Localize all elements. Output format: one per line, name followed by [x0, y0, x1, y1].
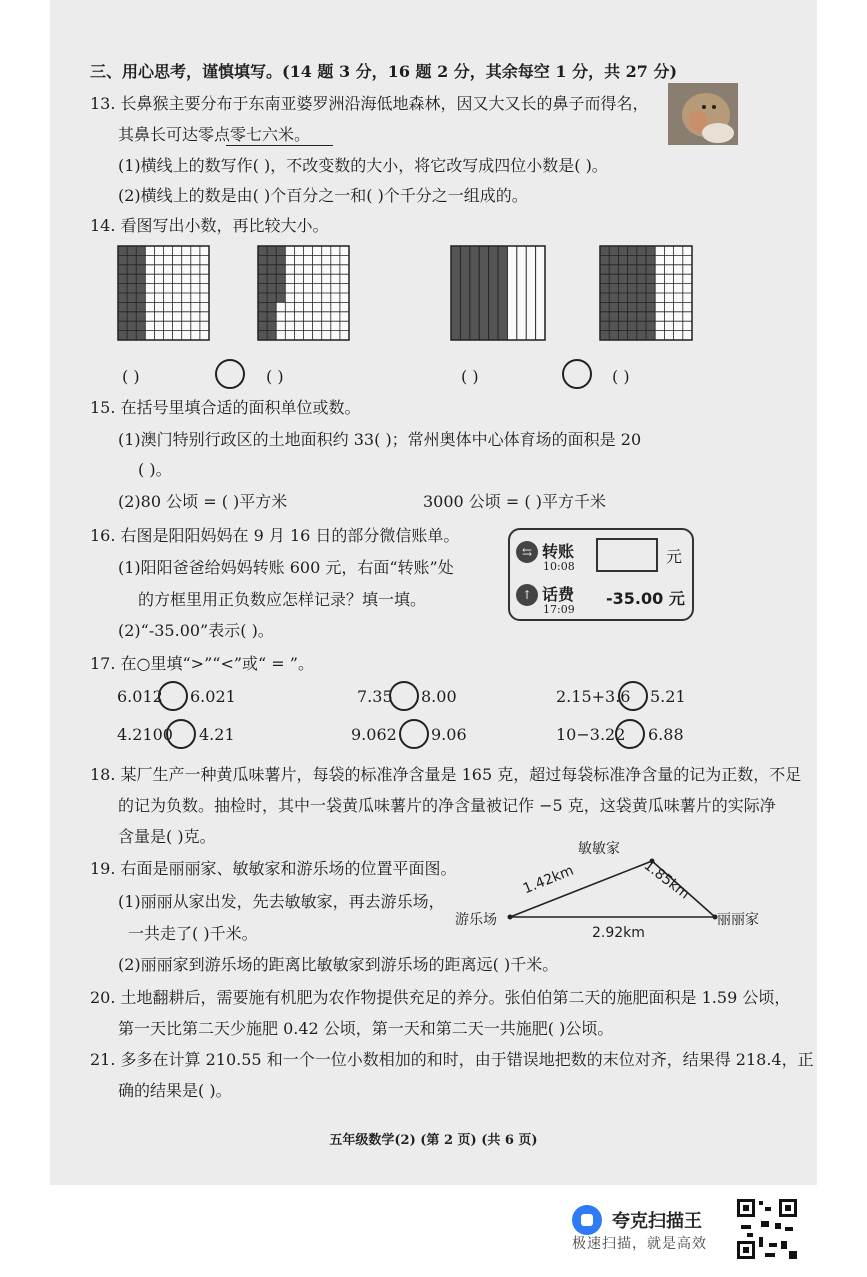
- hundred-grid-1: [117, 245, 210, 341]
- q15-part2a: (2)80 公顷 = ( )平方米: [118, 492, 288, 511]
- q16-stem: 16. 右图是阳阳妈妈在 9 月 16 日的部分微信账单。: [90, 526, 460, 545]
- map-label-lili-home: 丽丽家: [717, 912, 759, 928]
- section-title: 三、用心思考，谨慎填写。(14 题 3 分，16 题 2 分，其余每空 1 分，共 27 分): [90, 62, 678, 81]
- q15-stem: 15. 在括号里填合适的面积单位或数。: [90, 398, 361, 417]
- q14-stem: 14. 看图写出小数，再比较大小。: [90, 216, 329, 235]
- q21-line2: 确的结果是( )。: [118, 1081, 232, 1100]
- phone-bill-amount: -35.00 元: [606, 589, 685, 608]
- q15-part1: (1)澳门特别行政区的土地面积约 33( )；常州奥体中心体育场的面积是 20: [118, 430, 642, 449]
- map-label-playground: 游乐场: [455, 912, 497, 928]
- shaded-strip: [460, 246, 469, 340]
- q16-part1: (1)阳阳爸爸给妈妈转账 600 元，右面“转账”处: [118, 558, 454, 577]
- q19-stem: 19. 右面是丽丽家、敏敏家和游乐场的位置平面图。: [90, 859, 457, 878]
- shaded-cell: [276, 255, 285, 264]
- scanner-brand: [572, 1207, 732, 1252]
- q20-line2: 第一天比第二天少施肥 0.42 公顷，第一天和第二天一共施肥( )公顷。: [118, 1019, 614, 1038]
- compare-circle-2[interactable]: [562, 359, 592, 389]
- q17-r2-d: 9.06: [431, 725, 467, 744]
- q17-circle-r2c2[interactable]: [399, 719, 429, 749]
- q16-part2: (2)“-35.00”表示( )。: [118, 621, 274, 640]
- qr-code-icon: [735, 1197, 799, 1261]
- phone-bill-label: 话费: [542, 585, 575, 604]
- map-distance-left: 1.42km: [520, 862, 576, 898]
- q17-circle-r2c1[interactable]: [166, 719, 196, 749]
- q21-line1: 21. 多多在计算 210.55 和一个一位小数相加的和时，由于错误地把数的末位对齐，结果得 218.4，正: [90, 1050, 814, 1069]
- q20-line1: 20. 土地翻耕后，需要施有机肥为农作物提供充足的养分。张伯伯第二天的施肥面积是 1.59 公顷，: [90, 988, 791, 1007]
- q17-r2-b: 4.21: [199, 725, 235, 744]
- transfer-time: 10:08: [543, 560, 575, 573]
- q17-circle-r1c2[interactable]: [389, 681, 419, 711]
- shaded-strip: [489, 246, 498, 340]
- q14-blank-4[interactable]: ( ): [612, 367, 630, 386]
- q13-line1: 13. 长鼻猴主要分布于东南亚婆罗洲沿海低地森林，因又大又长的鼻子而得名，: [90, 94, 649, 113]
- transfer-amount-box[interactable]: [596, 538, 658, 572]
- q17-r1-f: 5.21: [650, 687, 686, 706]
- q14-blank-3[interactable]: ( ): [461, 367, 479, 386]
- q19-part2: (2)丽丽家到游乐场的距离比敏敏家到游乐场的距离远( )千米。: [118, 955, 559, 974]
- shaded-strip: [498, 246, 507, 340]
- q14-blank-1[interactable]: ( ): [122, 367, 140, 386]
- shaded-strip: [479, 246, 488, 340]
- q13-part2: (2)横线上的数是由( )个百分之一和( )个千分之一组成的。: [118, 186, 528, 205]
- q17-stem: 17. 在○里填“>”“<”或“ = ”。: [90, 654, 314, 673]
- q17-r1-b: 6.021: [190, 687, 236, 706]
- shaded-strip: [451, 246, 460, 340]
- q17-r2-e: 10−3.22: [556, 725, 626, 744]
- quark-scanner-logo-icon: [572, 1205, 602, 1235]
- q17-circle-r1c1[interactable]: [158, 681, 188, 711]
- q18-line1: 18. 某厂生产一种黄瓜味薯片，每袋的标准净含量是 165 克，超过每袋标准净含量的记为正数，不足: [90, 765, 802, 784]
- q17-r1-a: 6.012: [117, 687, 163, 706]
- transfer-icon: ⇆: [516, 541, 538, 563]
- q17-r2-f: 6.88: [648, 725, 684, 744]
- shaded-cell: [276, 274, 285, 283]
- q16-part1b: 的方框里用正负数应怎样记录？填一填。: [138, 590, 427, 609]
- q17-r1-e: 2.15+3.6: [556, 687, 631, 706]
- hundred-grid-2: [257, 245, 350, 341]
- compare-circle-1[interactable]: [215, 359, 245, 389]
- q17-r2-a: 4.2100: [117, 725, 173, 744]
- q17-circle-r2c3[interactable]: [615, 719, 645, 749]
- q15-part1b: ( )。: [138, 460, 172, 479]
- q13-line2: 其鼻长可达零点零七六米。: [118, 125, 311, 144]
- map-distance-base: 2.92km: [592, 925, 645, 941]
- q14-blank-2[interactable]: ( ): [266, 367, 284, 386]
- underline: [226, 145, 333, 146]
- shaded-cell: [276, 293, 285, 302]
- q15-part2b: 3000 公顷 = ( )平方千米: [423, 492, 606, 511]
- phone-bill-time: 17:09: [543, 603, 575, 616]
- brand-name: 夸克扫描王: [612, 1211, 702, 1232]
- phone-bill-icon: ↑: [516, 584, 538, 606]
- shaded-strip: [470, 246, 479, 340]
- q17-r2-c: 9.062: [351, 725, 397, 744]
- q17-circle-r1c3[interactable]: [618, 681, 648, 711]
- shaded-cell: [276, 265, 285, 274]
- transfer-label: 转账: [542, 542, 575, 561]
- q19-part1: (1)丽丽从家出发，先去敏敏家，再去游乐场，: [118, 892, 445, 911]
- map-label-minmin-home: 敏敏家: [578, 841, 620, 857]
- wechat-bill-card: [508, 528, 694, 621]
- brand-slogan: 极速扫描，就是高效: [572, 1236, 707, 1252]
- q18-line2: 的记为负数。抽检时，其中一袋黄瓜味薯片的净含量被记作 −5 克，这袋黄瓜味薯片的实际净: [118, 796, 776, 815]
- q18-line3: 含量是( )克。: [118, 827, 216, 846]
- shaded-cell: [276, 284, 285, 293]
- transfer-unit: 元: [666, 547, 683, 566]
- hundred-grid-3: [599, 245, 693, 341]
- page-footer: 五年级数学(2) (第 2 页) (共 6 页): [329, 1133, 538, 1148]
- q17-r1-d: 8.00: [421, 687, 457, 706]
- map-distance-right: 1.85km: [640, 857, 693, 903]
- q13-part1: (1)横线上的数写作( )，不改变数的大小，将它改写成四位小数是( )。: [118, 156, 608, 175]
- proboscis-monkey-photo: [668, 83, 738, 145]
- q17-r1-c: 7.35: [357, 687, 393, 706]
- exam-page: [50, 0, 817, 1185]
- q19-part1b: 一共走了( )千米。: [128, 924, 258, 943]
- tenths-strip-grid: [450, 245, 546, 341]
- shaded-cell: [276, 246, 285, 255]
